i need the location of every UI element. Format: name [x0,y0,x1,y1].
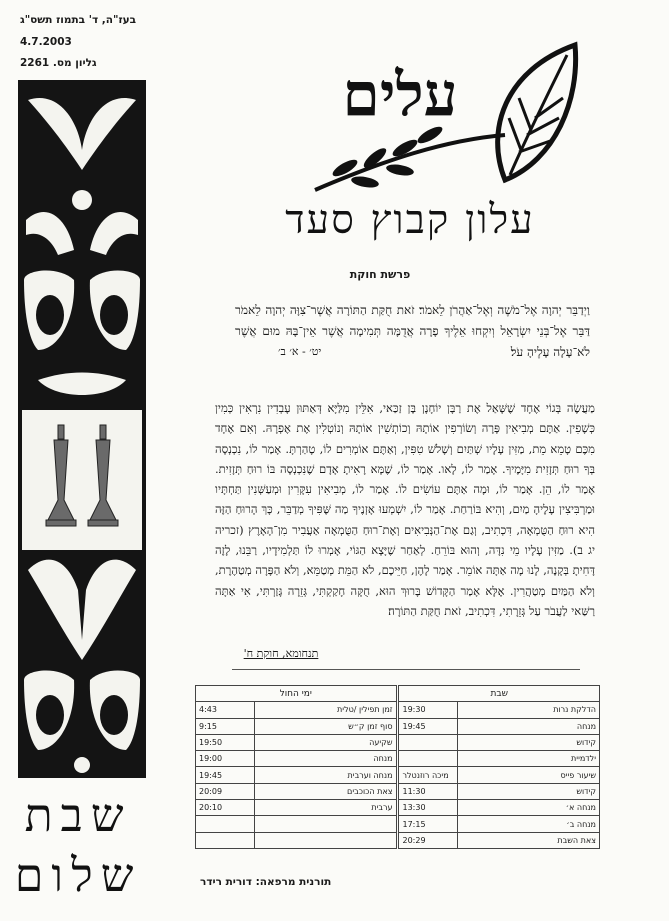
table-row [196,800,600,816]
shabbat-label: מנחה א׳ [458,800,600,816]
table-row [196,832,600,848]
shabbat-time: 11:30 [399,783,458,799]
table-row [196,718,600,734]
masthead-logo [305,40,585,200]
midrash-text: מַעֲשֶׂה בְּגוֹי אֶחָד שֶׁשָּׁאַל אֶת רַבָּן יוֹחָנָן בֶּן זַכַּאי, אִלֵּין מִלַּיָּא דְּאַתּוּן עָבְדִין נִרְאִין כְּמִין כְּשָׁפִין. אַתֶּם מְבִיאִין פָּרָה וְשׂוֹרְפִין אוֹתָהּ וְכוֹתְשִׁין אוֹתָהּ וְנוֹטְלִין אֶת אֶפְרָהּ. וְאִם אֶחָד מִכֶּם טָמֵא מֵת, מַזִּין עָלָיו שְׁתַּיִם וְשָׁלֹשׁ טִפִּין, וְאַתֶּם אוֹמְרִים לוֹ, טָהַרְתָּ. אָמַר לוֹ, נִכְנְסָה בְּךָ רוּחַ תְּזָזִית מִיָּמֶיךָ. אָמַר לוֹ, לָאו. אָמַר לוֹ, שֶׁמָּא רָאִיתָ אָדָם שֶׁנִּכְנְסָה בּוֹ רוּחַ תְּזָזִית. אָמַר לוֹ, הֵן. אָמַר לוֹ, וּמָה אַתֶּם עוֹשִׂים לוֹ. אָמַר לוֹ, מְבִיאִין עִקָּרִין וּמְעַשְּׁנִין תַּחְתָּיו וּמַרְבִּיצִין עָלֶיהָ מַיִם, וְהִיא בּוֹרַחַת. אָמַר לוֹ, יִשְׁמְעוּ אָזְנֶיךָ מַה שֶּׁפִּיךָ מְדַבֵּר, כָּךְ הָרוּחַ הַזֶּה הִיא רוּחַ הַטֻּמְאָה, דִּכְתִיב, וְגַם אֶת־הַנְּבִיאִים וְאֶת־רוּחַ הַטֻּמְאָה אַעֲבִיר מִן־הָאָרֶץ (זכריה יג ב). מַזִּין עָלָיו מֵי נִדָּה, וְהוּא בּוֹרֵחַ. לְאַחַר שֶׁיָּצָא הַגּוֹי, אָמְרוּ לוֹ תַּלְמִידָיו, רַבֵּנוּ, לָזֶה דָּחִיתָ בְּקָנֶה, לָנוּ מָה אַתָּה אוֹמֵר. אָמַר לָהֶן, חַיֵּיכֶם, לֹא הַמֵּת מְטַמֵּא, וְלֹא הַפָּרָה מְטַהֶרֶת, וְלֹא הַמַּיִם מְטַהֲרִין. אֶלָּא אָמַר הַקָּדוֹשׁ בָּרוּךְ הוּא, חֻקָּה חָקַקְתִּי, גְּזֵרָה גָּזַרְתִּי, אִי אַתָּה רַשַּׁאי לַעֲבֹר עַל גְּזֵרָתִי, דִּכְתִיב, זֹאת חֻקַּת הַתּוֹרָה׃ [215,401,595,618]
table-row [196,767,600,783]
gregorian-date: 4.7.2003 [20,36,72,48]
weekday-time: 9:15 [196,718,255,734]
shabbat-shalom-banner [8,784,148,914]
weekday-time: 20:09 [196,783,255,799]
weekday-column-header: ימי החול [196,686,397,702]
table-row [196,816,600,832]
table-gap [396,751,399,767]
issue-number: גליון מס. 2261 [20,57,97,69]
shabbat-column-header: שבת [399,686,600,702]
table-row [196,751,600,767]
shabbat-label: צאת השבת [458,832,600,848]
prayer-times-table [195,685,600,849]
weekday-time: 19:50 [196,734,255,750]
weekday-label: מנחה [254,751,396,767]
weekday-label: זמן תפילין /טלית [254,702,396,718]
torah-verse: וַיְדַבֵּר יְהוָה אֶל־מֹשֶׁה וְאֶל־אַהֲרֹן לֵאמֹר׃ זֹאת חֻקַּת הַתּוֹרָה אֲשֶׁר־צִוָּה יְהוָה לֵאמֹר דַּבֵּר אֶל־בְּנֵי יִשְׂרָאֵל וְיִקְחוּ אֵלֶיךָ פָרָה אֲדֻמָּה תְּמִימָה אֲשֶׁר אֵין־בָּהּ מוּם אֲשֶׁר לֹא־עָלָה עָלֶיהָ עֹל׃ [235,303,590,359]
shabbat-time: 19:45 [399,718,458,734]
shabbat-label: ילדמיית [458,751,600,767]
weekday-label: ערבית [254,800,396,816]
shabbat-time: מיכה רוזנטלר [399,767,458,783]
weekday-label [254,832,396,848]
table-row [196,734,600,750]
weekday-label [254,816,396,832]
verse-source: יט׳ - א׳ ב׳ [278,345,322,358]
section-divider [232,669,580,670]
shabbat-time: 13:30 [399,800,458,816]
newsletter-subtitle: עלון קבוץ סעד [285,197,535,243]
weekday-label: מנחה וערבית [254,767,396,783]
shabbat-time [399,751,458,767]
midrash-source: תנחומא, חוקת ח' [243,647,319,660]
shalom-text: שלום [14,848,142,902]
shabbat-label: קידוש [458,783,600,799]
table-row [196,702,600,718]
table-gap [396,800,399,816]
shabbat-time [399,734,458,750]
table-gap [396,767,399,783]
weekday-time: 19:00 [196,751,255,767]
weekday-label: סוף זמן ק״ש [254,718,396,734]
weekday-time: 20:10 [196,800,255,816]
weekday-time: 4:43 [196,702,255,718]
weekday-label: שקיעה [254,734,396,750]
weekday-time [196,832,255,848]
hebrew-date: בעז"ה, ד' בתמוז תשס"ג [20,14,137,26]
logo-wordmark: עלים [342,60,458,130]
table-gap [396,718,399,734]
shabbat-label: קידוש [458,734,600,750]
shabbat-label: הדלקת נרות [458,702,600,718]
shabbat-time: 17:15 [399,816,458,832]
table-row [196,783,600,799]
footer-clinic-duty: תורנית מרפאה: דורית רידר [200,876,332,888]
shabbat-time: 19:30 [399,702,458,718]
weekday-time [196,816,255,832]
table-gap [396,702,399,718]
parasha-title: פרשת חוקת [349,268,411,281]
weekday-time: 19:45 [196,767,255,783]
table-gap [396,832,399,848]
shabbat-label: מנחה [458,718,600,734]
floral-pattern-icon [18,80,146,778]
shabbat-time: 20:29 [399,832,458,848]
floral-ornament-panel [18,80,146,778]
table-gap [396,734,399,750]
shabbat-label: שיעור פייס [458,767,600,783]
shabbat-text: שבת [24,788,132,842]
shabbat-label: מנחה ב׳ [458,816,600,832]
table-gap [396,816,399,832]
table-gap [396,783,399,799]
weekday-label: צאת הכוכבים [254,783,396,799]
